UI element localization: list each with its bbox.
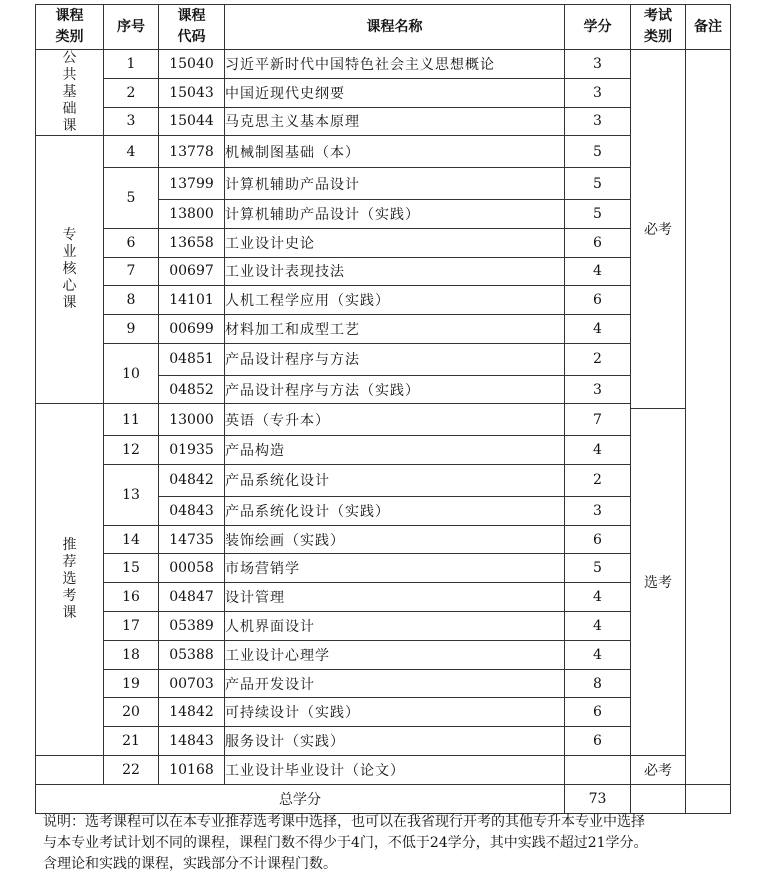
row-credit: 3 [565,50,631,79]
row-code: 00699 [159,315,225,344]
exam-type-cell [631,50,686,756]
row-credit: 3 [565,107,631,136]
row-code: 13000 [159,404,225,436]
row-seq: 8 [104,286,159,315]
row-credit: 4 [565,640,631,669]
row-name: 装饰绘画（实践） [225,525,565,554]
row-seq: 3 [104,107,159,136]
row-name: 产品设计程序与方法（实践） [225,375,565,404]
header-exam: 考试类别 [631,5,686,50]
row-name: 计算机辅助产品设计（实践） [225,199,565,228]
category-elective: 推荐选考课 [36,404,104,756]
row-seq: 21 [104,727,159,756]
row-credit: 6 [565,698,631,727]
row-code: 13778 [159,136,225,168]
table-row [36,78,731,107]
table-row [36,136,731,168]
total-value: 73 [565,784,631,813]
row-name: 工业设计毕业设计（论文） [225,756,565,785]
row-name: 工业设计心理学 [225,640,565,669]
exam-required-last: 必考 [631,756,686,785]
total-row [36,784,731,813]
header-remark: 备注 [686,5,731,50]
row-name: 人机工程学应用（实践） [225,286,565,315]
row-name: 产品设计程序与方法 [225,343,565,375]
course-table [35,4,731,814]
exam-required: 必考 [644,222,672,238]
row-code: 05388 [159,640,225,669]
note-line: 与本专业考试计划不同的课程，课程门数不得少于4门，不低于24学分，其中实践不超过21学分。 [43,835,648,851]
row-seq: 14 [104,525,159,554]
table-row [36,669,731,698]
table-row [36,257,731,286]
remark-cell [686,50,731,785]
row-seq: 7 [104,257,159,286]
row-name: 英语（专升本） [225,404,565,436]
row-code: 14101 [159,286,225,315]
table-row [36,465,731,497]
table-row [36,554,731,583]
row-seq: 6 [104,228,159,257]
row-credit: 4 [565,583,631,612]
row-credit: 5 [565,554,631,583]
total-exam-empty [631,784,686,813]
table-row [36,286,731,315]
row-name: 产品系统化设计（实践） [225,496,565,525]
row-name: 工业设计史论 [225,228,565,257]
row-name: 市场营销学 [225,554,565,583]
row-seq: 22 [104,756,159,785]
row-credit: 6 [565,228,631,257]
row-name: 计算机辅助产品设计 [225,168,565,200]
row-code: 04847 [159,583,225,612]
row-seq: 18 [104,640,159,669]
table-row [36,525,731,554]
row-code: 14842 [159,698,225,727]
row-seq: 11 [104,404,159,436]
row-credit: 5 [565,136,631,168]
total-label: 总学分 [36,784,565,813]
row-seq: 17 [104,612,159,641]
row-credit: 6 [565,727,631,756]
row-credit: 8 [565,669,631,698]
table-row [36,583,731,612]
row-seq: 16 [104,583,159,612]
row-name: 工业设计表现技法 [225,257,565,286]
note-line: 说明：选考课程可以在本专业推荐选考课中选择，也可以在我省现行开考的其他专升本专业中选择 [43,814,645,830]
row-credit: 4 [565,436,631,465]
header-name: 课程名称 [225,5,565,50]
row-credit: 5 [565,199,631,228]
row-credit: 6 [565,525,631,554]
table-header-row [36,5,731,50]
row-seq: 2 [104,78,159,107]
row-name: 马克思主义基本原理 [225,107,565,136]
table-row [36,107,731,136]
category-empty [36,756,104,785]
row-code: 00058 [159,554,225,583]
row-credit: 4 [565,315,631,344]
row-code: 04852 [159,375,225,404]
row-credit: 7 [565,404,631,436]
total-remark-empty [686,784,731,813]
row-name: 中国近现代史纲要 [225,78,565,107]
row-credit: 3 [565,496,631,525]
row-name: 可持续设计（实践） [225,698,565,727]
row-code: 00697 [159,257,225,286]
header-category: 课程类别 [36,5,104,50]
table-row [36,315,731,344]
row-credit: 4 [565,612,631,641]
table-row [36,727,731,756]
row-seq: 10 [104,343,159,404]
row-code: 00703 [159,669,225,698]
row-code: 01935 [159,436,225,465]
row-name: 产品开发设计 [225,669,565,698]
row-code: 04842 [159,465,225,497]
row-code: 05389 [159,612,225,641]
row-code: 13658 [159,228,225,257]
table-row [36,612,731,641]
row-code: 15044 [159,107,225,136]
row-name: 人机界面设计 [225,612,565,641]
row-code: 10168 [159,756,225,785]
row-seq: 19 [104,669,159,698]
row-code: 04851 [159,343,225,375]
row-credit: 5 [565,168,631,200]
row-credit [565,756,631,785]
row-code: 15040 [159,50,225,79]
table-row [36,343,731,375]
row-seq: 12 [104,436,159,465]
row-seq: 1 [104,50,159,79]
row-seq: 15 [104,554,159,583]
table-row [36,228,731,257]
table-row [36,756,731,785]
row-seq: 9 [104,315,159,344]
row-code: 13799 [159,168,225,200]
row-credit: 3 [565,78,631,107]
row-name: 产品系统化设计 [225,465,565,497]
category-core: 专业核心课 [36,136,104,404]
table-row [36,640,731,669]
table-row [36,436,731,465]
table-row [36,50,731,79]
row-name: 产品构造 [225,436,565,465]
row-name: 习近平新时代中国特色社会主义思想概论 [225,50,565,79]
category-public: 公共基础课 [36,50,104,136]
row-credit: 6 [565,286,631,315]
row-name: 机械制图基础（本） [225,136,565,168]
row-code: 13800 [159,199,225,228]
row-name: 设计管理 [225,583,565,612]
row-code: 04843 [159,496,225,525]
note-line: 含理论和实践的课程，实践部分不计课程门数。 [43,856,337,872]
row-credit: 3 [565,375,631,404]
row-name: 材料加工和成型工艺 [225,315,565,344]
note [43,812,763,875]
row-seq: 4 [104,136,159,168]
row-seq: 13 [104,465,159,526]
row-code: 15043 [159,78,225,107]
row-name: 服务设计（实践） [225,727,565,756]
header-code: 课程代码 [159,5,225,50]
row-seq: 20 [104,698,159,727]
row-code: 14735 [159,525,225,554]
header-seq: 序号 [104,5,159,50]
row-seq: 5 [104,168,159,229]
row-credit: 2 [565,343,631,375]
row-credit: 4 [565,257,631,286]
table-row [36,404,731,436]
table-row [36,698,731,727]
header-credit: 学分 [565,5,631,50]
row-code: 14843 [159,727,225,756]
row-credit: 2 [565,465,631,497]
table-row [36,168,731,200]
exam-elective: 选考 [644,575,672,591]
